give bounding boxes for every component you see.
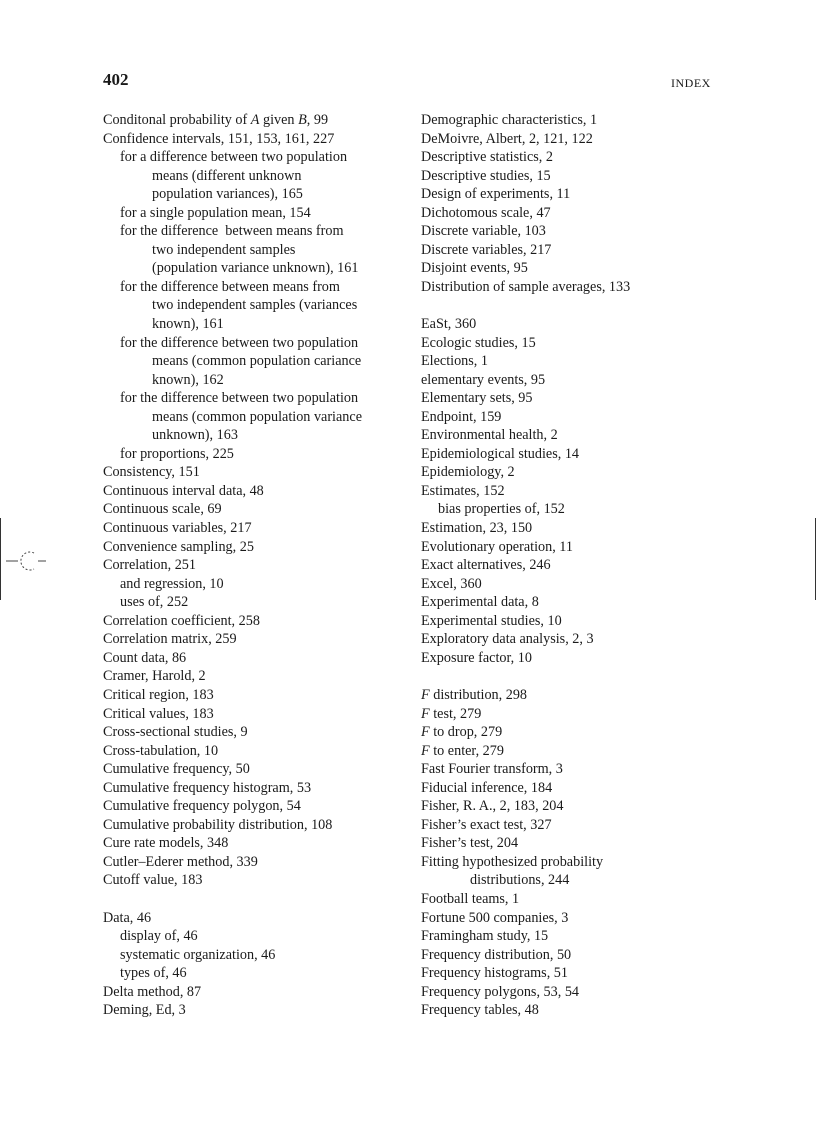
entry-text: Discrete variable, 103 [421, 223, 546, 240]
index-entry [421, 259, 721, 278]
entry-text: EaSt, 360 [421, 316, 477, 333]
index-entry [421, 890, 721, 909]
entry-text: B [298, 112, 307, 128]
index-entry [103, 1001, 403, 1020]
entry-text: Data, 46 [103, 909, 152, 926]
running-head: INDEX [671, 76, 711, 90]
entry-text: Cutoff value, 183 [103, 872, 203, 889]
index-entry [103, 686, 403, 705]
entry-text: Fast Fourier transform, 3 [421, 761, 563, 778]
index-entry [103, 130, 403, 149]
index-subentry [103, 575, 403, 594]
index-subentry [103, 334, 403, 353]
index-entry [421, 853, 721, 872]
index-entry [103, 760, 403, 779]
index-subentry [103, 593, 403, 612]
index-subentry [103, 315, 403, 334]
index-entry [103, 649, 403, 668]
entry-text: Correlation matrix, 259 [103, 631, 237, 648]
entry-spacer [421, 296, 721, 315]
entry-text: Distribution of sample averages, 133 [421, 278, 631, 295]
index-entry [103, 519, 403, 538]
entry-text: , 99 [306, 112, 329, 128]
entry-text: Experimental data, 8 [421, 594, 539, 611]
entry-text: Disjoint events, 95 [421, 260, 528, 277]
entry-text: for the difference between two population [120, 390, 359, 407]
entry-text: known), 161 [152, 316, 224, 333]
index-entry [103, 630, 403, 649]
index-entry [421, 964, 721, 983]
index-entry [421, 426, 721, 445]
entry-text: Cramer, Harold, 2 [103, 668, 206, 685]
index-entry [421, 742, 721, 761]
index-entry [421, 315, 721, 334]
entry-text: and regression, 10 [120, 575, 224, 592]
index-entry [421, 111, 721, 130]
index-entry [103, 983, 403, 1002]
entry-text: Continuous variables, 217 [103, 520, 252, 537]
index-entry [103, 111, 403, 130]
index-entry [421, 797, 721, 816]
index-entry [421, 909, 721, 928]
entry-text: Epidemiological studies, 14 [421, 445, 580, 462]
entry-text: display of, 46 [120, 928, 198, 945]
index-entry [421, 352, 721, 371]
entry-text: known), 162 [152, 371, 224, 388]
entry-text: population variances), 165 [152, 186, 303, 203]
index-subentry [103, 927, 403, 946]
index-entry [103, 705, 403, 724]
index-entry [421, 538, 721, 557]
entry-text: F [421, 686, 430, 703]
index-entry [421, 779, 721, 798]
index-subentry [421, 500, 721, 519]
entry-text: Deming, Ed, 3 [103, 1002, 186, 1019]
entry-text: Cross-tabulation, 10 [103, 742, 219, 759]
entry-text: for the difference between means from [120, 223, 344, 240]
entry-text: Frequency histograms, 51 [421, 965, 568, 982]
entry-text: means (common population variance [152, 408, 362, 425]
index-entry [421, 445, 721, 464]
entry-text: uses of, 252 [120, 594, 189, 611]
index-entry [421, 946, 721, 965]
entry-text: means (different unknown [152, 167, 302, 184]
entry-text: Fiducial inference, 184 [421, 779, 553, 796]
entry-text: Delta method, 87 [103, 983, 202, 1000]
entry-spacer [421, 667, 721, 686]
entry-text: given [259, 112, 299, 128]
index-entry [103, 556, 403, 575]
entry-text: Excel, 360 [421, 575, 482, 592]
entry-text: Correlation coefficient, 258 [103, 612, 260, 629]
index-subentry [103, 204, 403, 223]
index-entry [103, 779, 403, 798]
index-entry [103, 909, 403, 928]
entry-text: Critical values, 183 [103, 705, 214, 722]
entry-text: for a difference between two population [120, 149, 348, 166]
entry-text: Exposure factor, 10 [421, 649, 532, 666]
index-entry [421, 130, 721, 149]
entry-text: Endpoint, 159 [421, 408, 502, 425]
index-entry [421, 983, 721, 1002]
entry-text: two independent samples [152, 241, 296, 258]
index-subentry [103, 278, 403, 297]
entry-text: for proportions, 225 [120, 445, 234, 462]
entry-text: A [250, 112, 260, 128]
index-entry [103, 742, 403, 761]
entry-text: Count data, 86 [103, 649, 187, 666]
index-entry [103, 500, 403, 519]
entry-text: Exploratory data analysis, 2, 3 [421, 631, 594, 648]
entry-text: Correlation, 251 [103, 557, 196, 574]
entry-text: Cumulative frequency histogram, 53 [103, 779, 312, 796]
index-subentry [103, 946, 403, 965]
entry-text: Convenience sampling, 25 [103, 538, 254, 555]
index-column-left [103, 111, 403, 1020]
index-entry [421, 278, 721, 297]
index-entry [103, 667, 403, 686]
entry-text: Fisher, R. A., 2, 183, 204 [421, 798, 564, 815]
entry-text: Demographic characteristics, 1 [421, 112, 598, 128]
index-subentry [103, 408, 403, 427]
entry-text: Frequency tables, 48 [421, 1002, 539, 1019]
entry-text: Cumulative frequency, 50 [103, 761, 250, 778]
index-entry [103, 482, 403, 501]
entry-text: Descriptive statistics, 2 [421, 149, 553, 166]
index-entry [421, 204, 721, 223]
index-entry [421, 816, 721, 835]
entry-text: Conditonal probability of [103, 112, 251, 128]
index-entry [421, 630, 721, 649]
index-entry [421, 649, 721, 668]
entry-text: Fisher’s exact test, 327 [421, 816, 552, 833]
index-entry [421, 612, 721, 631]
entry-text: Frequency distribution, 50 [421, 946, 572, 963]
index-entry [421, 1001, 721, 1020]
index-entry [421, 222, 721, 241]
entry-text: elementary events, 95 [421, 371, 546, 388]
entry-text: DeMoivre, Albert, 2, 121, 122 [421, 130, 593, 147]
index-entry [103, 816, 403, 835]
entry-text: Elections, 1 [421, 353, 488, 370]
entry-text: Cumulative frequency polygon, 54 [103, 798, 301, 815]
entry-text: Descriptive studies, 15 [421, 167, 551, 184]
entry-text: Cross-sectional studies, 9 [103, 724, 248, 741]
index-entry [421, 463, 721, 482]
index-subentry [103, 445, 403, 464]
page-number: 402 [103, 70, 129, 89]
index-entry [103, 853, 403, 872]
entry-text: for a single population mean, 154 [120, 204, 311, 221]
index-entry [421, 167, 721, 186]
entry-text: means (common population cariance [152, 353, 362, 370]
entry-text: Fitting hypothesized probability [421, 853, 604, 870]
entry-text: distributions, 244 [470, 872, 570, 889]
registration-mark [4, 546, 48, 576]
entry-text: F [421, 724, 430, 741]
index-subentry [103, 167, 403, 186]
index-subentry [103, 296, 403, 315]
index-subentry [103, 426, 403, 445]
index-column-right [421, 111, 721, 1020]
index-entry [103, 834, 403, 853]
index-entry [103, 871, 403, 890]
index-subentry [103, 389, 403, 408]
index-entry [103, 723, 403, 742]
entry-text: Consistency, 151 [103, 464, 200, 481]
index-subentry [103, 352, 403, 371]
entry-text: Exact alternatives, 246 [421, 557, 551, 574]
entry-text: Continuous interval data, 48 [103, 482, 264, 499]
entry-text: distribution, 298 [429, 686, 528, 703]
entry-spacer [103, 890, 403, 909]
entry-text: Framingham study, 15 [421, 928, 549, 945]
entry-text: Frequency polygons, 53, 54 [421, 983, 580, 1000]
index-subentry [103, 371, 403, 390]
index-entry [421, 593, 721, 612]
index-entry [421, 148, 721, 167]
entry-text: Fortune 500 companies, 3 [421, 909, 569, 926]
index-entry [421, 241, 721, 260]
entry-text: two independent samples (variances [152, 297, 358, 314]
index-entry [421, 482, 721, 501]
entry-text: to enter, 279 [429, 742, 504, 759]
entry-text: Cutler–Ederer method, 339 [103, 853, 258, 870]
index-entry [421, 575, 721, 594]
index-entry [421, 723, 721, 742]
entry-text: Discrete variables, 217 [421, 241, 552, 258]
entry-text: Confidence intervals, 151, 153, 161, 227 [103, 130, 335, 147]
index-entry [421, 519, 721, 538]
entry-text: (population variance unknown), 161 [152, 260, 359, 277]
entry-text: Continuous scale, 69 [103, 501, 222, 518]
index-subentry [421, 871, 721, 890]
index-entry [421, 834, 721, 853]
crop-line-left [0, 518, 1, 600]
entry-text: Cumulative probability distribution, 108 [103, 816, 333, 833]
index-entry [421, 371, 721, 390]
index-entry [421, 389, 721, 408]
entry-text: Evolutionary operation, 11 [421, 538, 573, 555]
entry-text: Ecologic studies, 15 [421, 334, 536, 351]
index-entry [103, 797, 403, 816]
index-subentry [103, 964, 403, 983]
entry-text: Dichotomous scale, 47 [421, 204, 551, 221]
entry-text: Design of experiments, 11 [421, 186, 571, 203]
entry-text: Fisher’s test, 204 [421, 835, 519, 852]
index-subentry [103, 185, 403, 204]
index-entry [421, 185, 721, 204]
index-subentry [103, 241, 403, 260]
entry-text: for the difference between two population [120, 334, 359, 351]
entry-text: bias properties of, 152 [438, 501, 565, 518]
entry-text: for the difference between means from [120, 278, 340, 295]
index-entry [103, 538, 403, 557]
entry-text: Elementary sets, 95 [421, 390, 533, 407]
entry-text: Environmental health, 2 [421, 427, 558, 444]
entry-text: Football teams, 1 [421, 890, 520, 907]
index-subentry [103, 259, 403, 278]
entry-text: F [421, 742, 430, 759]
index-entry [421, 408, 721, 427]
index-entry [421, 705, 721, 724]
index-subentry [103, 222, 403, 241]
entry-text: types of, 46 [120, 965, 187, 982]
index-entry [103, 612, 403, 631]
entry-text: to drop, 279 [429, 724, 503, 741]
entry-text: systematic organization, 46 [120, 946, 276, 963]
entry-text: test, 279 [429, 705, 482, 722]
entry-text: Experimental studies, 10 [421, 612, 562, 629]
index-entry [421, 334, 721, 353]
index-entry [421, 556, 721, 575]
entry-text: F [421, 705, 430, 722]
index-entry [103, 463, 403, 482]
index-subentry [103, 148, 403, 167]
entry-text: Critical region, 183 [103, 686, 214, 703]
entry-text: Cure rate models, 348 [103, 835, 229, 852]
entry-text: Estimates, 152 [421, 482, 505, 499]
index-entry [421, 686, 721, 705]
entry-text: Estimation, 23, 150 [421, 520, 533, 537]
index-entry [421, 927, 721, 946]
entry-text: Epidemiology, 2 [421, 464, 515, 481]
entry-text: unknown), 163 [152, 427, 238, 444]
index-entry [421, 760, 721, 779]
